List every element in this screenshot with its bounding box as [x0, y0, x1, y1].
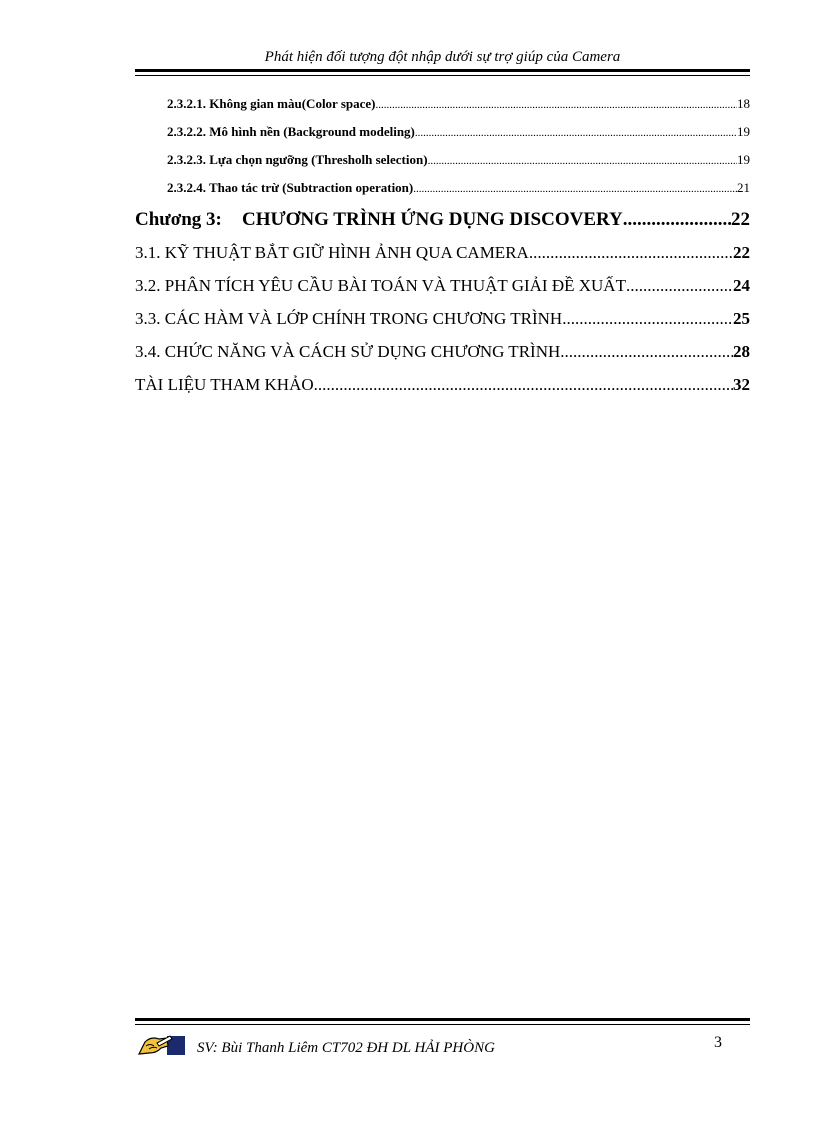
toc-entry-page: 24 [733, 276, 750, 295]
toc-leader-dots [623, 204, 731, 236]
toc-section-entry[interactable] [135, 269, 750, 302]
footer-rule-thick [135, 1018, 750, 1021]
toc-chapter-entry[interactable] [135, 204, 750, 236]
toc-entry-label: TÀI LIỆU THAM KHẢO [135, 375, 314, 394]
toc-leader-dots [560, 335, 733, 368]
toc-entry-label: 3.4. CHỨC NĂNG VÀ CÁCH SỬ DỤNG CHƯƠNG TRÌNH [135, 342, 561, 361]
toc-entry-page: 32 [733, 375, 750, 394]
toc-entry-label: 3.1. KỸ THUẬT BẮT GIỮ HÌNH ẢNH QUA CAMERA [135, 243, 529, 262]
toc-section-entry[interactable] [135, 302, 750, 335]
toc-entry-page: 21 [737, 180, 750, 195]
table-of-contents [135, 90, 750, 401]
toc-section-entry[interactable] [135, 335, 750, 368]
hand-writing-icon [137, 1034, 187, 1056]
toc-leader-dots [428, 147, 737, 175]
toc-leader-dots [376, 91, 738, 119]
toc-entry[interactable] [135, 118, 750, 146]
header-rule-thick [135, 69, 750, 72]
toc-entry-label: 2.3.2.1. Không gian màu(Color space) [167, 96, 376, 111]
toc-entry-page: 25 [733, 309, 750, 328]
toc-entry-label: 2.3.2.2. Mô hình nền (Background modeling) [167, 124, 415, 139]
toc-entry[interactable] [135, 146, 750, 174]
toc-leader-dots [626, 269, 733, 302]
chapter-label: Chương 3: [135, 209, 222, 230]
toc-entry-page: 28 [733, 342, 750, 361]
chapter-title: CHƯƠNG TRÌNH ỨNG DỤNG DISCOVERY [242, 209, 623, 230]
toc-entry-label: 2.3.2.4. Thao tác trừ (Subtraction operation) [167, 180, 414, 195]
header-rule-thin [135, 75, 750, 76]
toc-section-entry[interactable] [135, 236, 750, 269]
toc-leader-dots [314, 368, 733, 401]
toc-section-entry[interactable] [135, 368, 750, 401]
toc-entry[interactable] [135, 174, 750, 202]
toc-entry-page: 19 [737, 124, 750, 139]
toc-entry-page: 18 [737, 96, 750, 111]
toc-entry-label: 3.2. PHÂN TÍCH YÊU CẦU BÀI TOÁN VÀ THUẬT GIẢI ĐỀ XUẤT [135, 276, 626, 295]
toc-entry-page: 22 [731, 209, 750, 230]
toc-entry[interactable] [135, 90, 750, 118]
footer-student-info: SV: Bùi Thanh Liêm CT702 ĐH DL HẢI PHÒNG [197, 1040, 495, 1056]
toc-entry-label: 2.3.2.3. Lựa chọn ngưỡng (Thresholh selection) [167, 152, 428, 167]
toc-leader-dots [415, 119, 737, 147]
toc-entry-page: 19 [737, 152, 750, 167]
footer-rule-thin [135, 1024, 750, 1025]
page-number: 3 [714, 1034, 722, 1051]
toc-chapter-heading [135, 204, 623, 236]
toc-leader-dots [529, 236, 733, 269]
toc-leader-dots [413, 175, 737, 203]
running-header-title: Phát hiện đối tượng đột nhập dưới sự trợ giúp của Camera [264, 49, 621, 65]
toc-entry-label: 3.3. CÁC HÀM VÀ LỚP CHÍNH TRONG CHƯƠNG TRÌNH [135, 309, 563, 328]
toc-leader-dots [562, 302, 733, 335]
toc-entry-page: 22 [733, 243, 750, 262]
